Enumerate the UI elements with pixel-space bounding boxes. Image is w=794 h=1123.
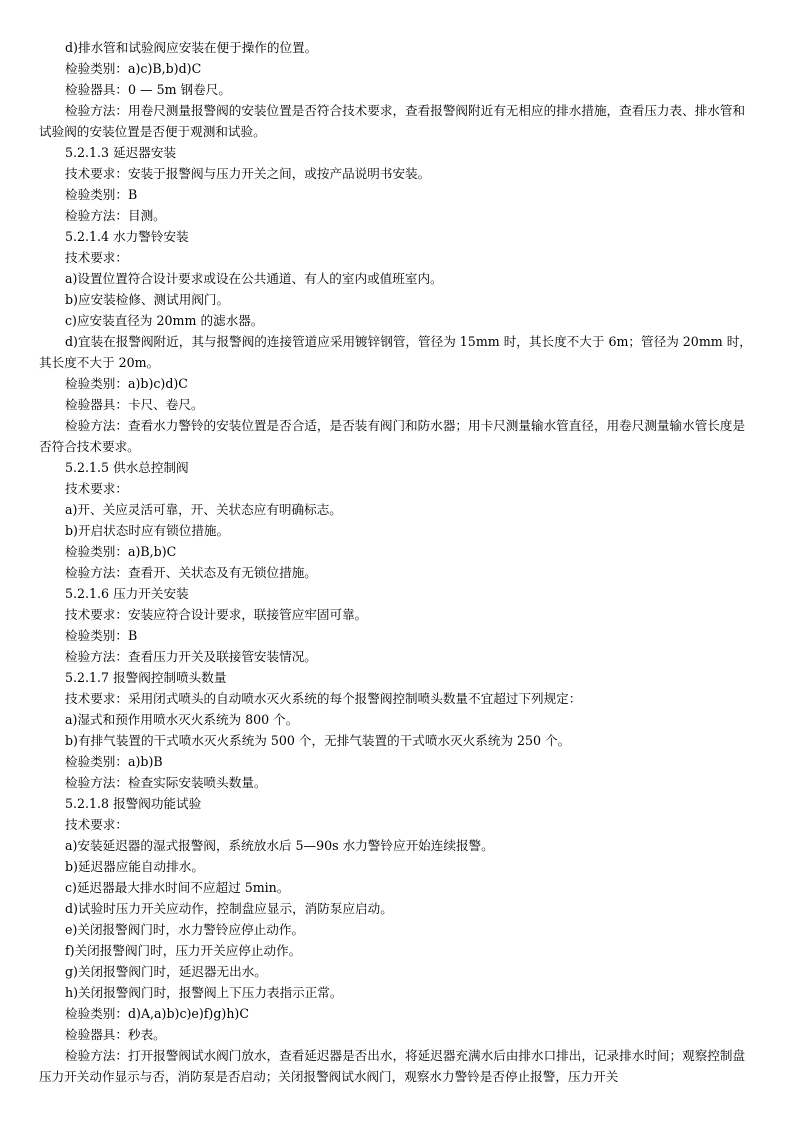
section-heading: 5.2.1.4 水力警铃安装: [65, 229, 189, 244]
text-line: 技术要求：采用闭式喷头的自动喷水灭火系统的每个报警阀控制喷头数量不宜超过下列规定：: [65, 691, 582, 706]
list-item: a)设置位置符合设计要求或设在公共通道、有人的室内或值班室内。: [65, 271, 443, 286]
list-item: d)试验时压力开关应动作，控制盘应显示，消防泵应启动。: [65, 901, 393, 916]
text-line: 技术要求：: [65, 481, 128, 496]
section-heading: 5.2.1.3 延迟器安装: [65, 145, 177, 160]
list-item: c)延迟器最大排水时间不应超过 5min。: [65, 880, 290, 895]
text-line: d)排水管和试验阀应安装在便于操作的位置。: [65, 40, 318, 55]
text-line: 检验类别：B: [65, 187, 138, 202]
text-line: 检验方法：查看压力开关及联接管安装情况。: [65, 649, 317, 664]
text-line: 检验类别：a)b)c)d)C: [65, 376, 188, 391]
list-item: a)安装延迟器的湿式报警阀，系统放水后 5—90s 水力警铃应开始连续报警。: [65, 838, 494, 853]
text-line: 技术要求：安装应符合设计要求，联接管应牢固可靠。: [65, 607, 368, 622]
text-line: 技术要求：: [65, 817, 128, 832]
list-item: f)关闭报警阀门时，压力开关应停止动作。: [65, 943, 302, 958]
document-body: [39, 37, 757, 1087]
text-paragraph: 检验方法：查看水力警铃的安装位置是否合适，是否装有阀门和防水器；用卡尺测量输水管直径，用卷尺测量输水管长度是否符合技术要求。: [39, 418, 746, 454]
text-line: 检验方法：查看开、关状态及有无锁位措施。: [65, 565, 317, 580]
list-item: b)开启状态时应有锁位措施。: [65, 523, 230, 538]
list-item: b)延迟器应能自动排水。: [65, 859, 204, 874]
section-heading: 5.2.1.8 报警阀功能试验: [65, 796, 202, 811]
text-line: 检验类别：a)b)B: [65, 754, 163, 769]
list-item: e)关闭报警阀门时，水力警铃应停止动作。: [65, 922, 305, 937]
section-heading: 5.2.1.5 供水总控制阀: [65, 460, 189, 475]
text-paragraph: 检验方法：用卷尺测量报警阀的安装位置是否符合技术要求，查看报警阀附近有无相应的排水措施，查看压力表、排水管和试验阀的安装位置是否便于观测和试验。: [39, 103, 746, 139]
text-line: 技术要求：: [65, 250, 128, 265]
section-heading: 5.2.1.7 报警阀控制喷头数量: [65, 670, 227, 685]
text-paragraph: 检验方法：打开报警阀试水阀门放水，查看延迟器是否出水，将延迟器充满水后由排水口排出，记录排水时间；观察控制盘压力开关动作显示与否，消防泵是否启动；关闭报警阀试水阀门，观察水力警铃是否停止报警，压力开关: [39, 1048, 746, 1084]
text-line: 检验类别：B: [65, 628, 138, 643]
list-item: c)应安装直径为 20mm 的滤水器。: [65, 313, 264, 328]
list-item: a)湿式和预作用喷水灭火系统为 800 个。: [65, 712, 299, 727]
text-line: 检验类别：d)A,a)b)c)e)f)g)h)C: [65, 1006, 249, 1021]
text-paragraph: d)宜装在报警阀附近，其与报警阀的连接管道应采用镀锌钢管，管径为 15mm 时，其长度不大于 6m；管径为 20mm 时，其长度不大于 20m。: [39, 334, 752, 370]
text-line: 检验器具：卡尺、卷尺。: [65, 397, 204, 412]
text-line: 检验类别：a)B,b)C: [65, 544, 177, 559]
list-item: g)关闭报警阀门时，延迟器无出水。: [65, 964, 267, 979]
list-item: a)开、关应灵活可靠，开、关状态应有明确标志。: [65, 502, 342, 517]
text-line: 检验方法：检查实际安装喷头数量。: [65, 775, 267, 790]
text-line: 检验器具：秒表。: [65, 1027, 166, 1042]
text-line: 检验器具：0 — 5m 钢卷尺。: [65, 82, 231, 97]
list-item: h)关闭报警阀门时，报警阀上下压力表指示正常。: [65, 985, 343, 1000]
text-line: 技术要求：安装于报警阀与压力开关之间，或按产品说明书安装。: [65, 166, 431, 181]
section-heading: 5.2.1.6 压力开关安装: [65, 586, 189, 601]
list-item: b)有排气装置的干式喷水灭火系统为 500 个，无排气装置的干式喷水灭火系统为 250 个。: [65, 733, 571, 748]
list-item: b)应安装检修、测试用阀门。: [65, 292, 230, 307]
text-line: 检验方法：目测。: [65, 208, 166, 223]
text-line: 检验类别：a)c)B,b)d)C: [65, 61, 202, 76]
